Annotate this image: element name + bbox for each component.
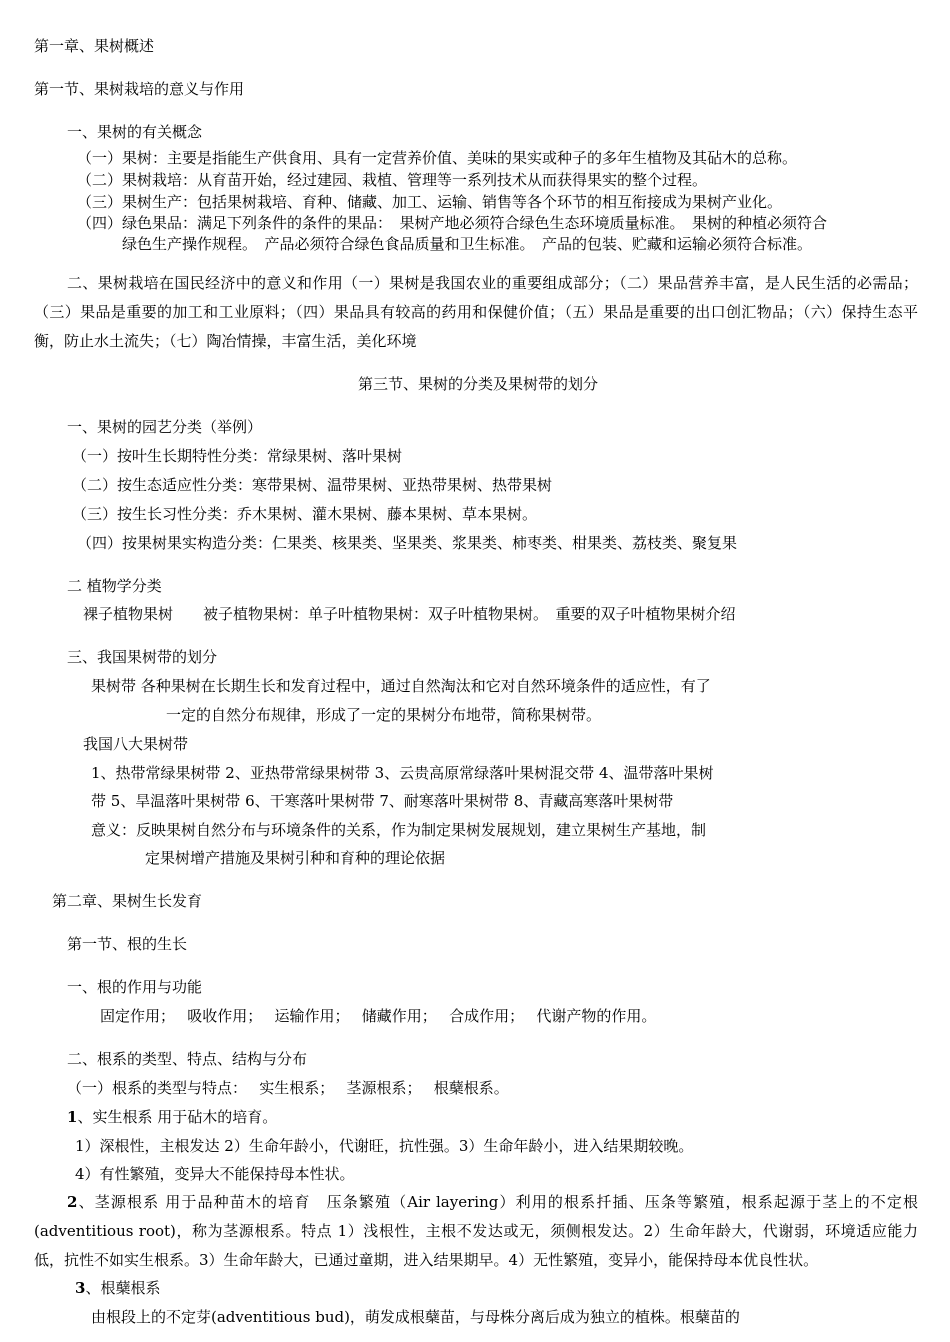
botanical-classes: 裸子植物果树 被子植物果树：单子叶植物果树：双子叶植物果树。 重要的双子叶植物果树介绍 xyxy=(83,605,736,623)
concept-green-fruit: （四）绿色果品：满足下列条件的条件的果品： 果树产地必须符合绿色生态环境质量标准。 果树的种植必须符合 xyxy=(77,214,828,232)
sucker-root-number: 3 xyxy=(75,1279,86,1297)
section-root-growth-title: 第一节、根的生长 xyxy=(67,935,188,953)
concept-fruit-cultivation: （二）果树栽培：从育苗开始，经过建园、栽植、管理等一系列技术从而获得果实的整个过程。 xyxy=(77,171,708,189)
concept-fruit-tree: （一）果树：主要是指能生产供食用、具有一定营养价值、美味的果实或种子的多年生植物及其砧木的总称。 xyxy=(77,149,798,167)
section-3-title: 第三节、果树的分类及果树带的划分 xyxy=(358,375,599,393)
zone-significance: 意义：反映果树自然分布与环境条件的关系，作为制定果树发展规划，建立果树生产基地，制 xyxy=(91,821,707,839)
class-by-ecology: （二）按生态适应性分类：寒带果树、温带果树、亚热带果树、热带果树 xyxy=(72,476,553,494)
chapter-2-title: 第二章、果树生长发育 xyxy=(52,892,203,910)
class-by-leaf: （一）按叶生长期特性分类：常绿果树、落叶果树 xyxy=(72,447,403,465)
seedling-root-heading xyxy=(67,1107,277,1127)
heading-botanical-classification: 二 植物学分类 xyxy=(67,577,162,595)
heading-horticultural-classification: 一、果树的园艺分类（举例） xyxy=(67,418,263,436)
heading-root-functions: 一、根的作用与功能 xyxy=(67,978,203,996)
root-functions-list: 固定作用； 吸收作用； 运输作用； 储藏作用； 合成作用； 代谢产物的作用。 xyxy=(100,1007,657,1025)
eight-zones-list-cont: 带 5、旱温落叶果树带 6、干寒落叶果树带 7、耐寒落叶果树带 8、青藏高寒落叶果树带 xyxy=(91,792,674,810)
paragraph-significance: 二、果树栽培在国民经济中的意义和作用（一）果树是我国农业的重要组成部分；（二）果品营养丰富，是人民生活的必需品；（三）果品是重要的加工和工业原料；（四）果品具有较高的药用和保健价值；（五）果品是重要的出口创汇物品；（六）保持生态平衡，防止水土流失；（七）陶冶情操，丰富生活，美化环境 xyxy=(34,274,918,350)
seedling-root-features: 1）深根性，主根发达 2）生命年龄小，代谢旺，抗性强。3）生命年龄小，进入结果期较晚。 xyxy=(75,1137,694,1155)
seedling-root-text: 、实生根系 用于砧木的培育。 xyxy=(77,1108,278,1126)
heading-root-types: 二、根系的类型、特点、结构与分布 xyxy=(67,1050,308,1068)
sucker-root-text: 、根蘖根系 xyxy=(85,1279,161,1297)
eight-zones-list: 1、热带常绿果树带 2、亚热带常绿果树带 3、云贵高原常绿落叶果树混交带 4、温带落叶果树 xyxy=(91,764,714,782)
class-by-fruit-structure: （四）按果树果实构造分类：仁果类、核果类、坚果类、浆果类、柿枣类、柑果类、荔枝类、聚复果 xyxy=(77,534,738,552)
paragraph-stem-root xyxy=(34,1188,918,1275)
sucker-root-description: 由根段上的不定芽(adventitious bud)，萌发成根蘖苗，与母株分离后成为独立的植株。根蘖苗的 xyxy=(91,1308,740,1326)
stem-root-text: 、茎源根系 用于品种苗木的培育 压条繁殖（Air layering）利用的根系扦插、压条等繁殖，根系起源于茎上的不定根(adventitious root)，称为茎源根系。特点 1）浅根性，主根不发达或无，须侧根发达。2）生命年龄大，代谢弱，环境适应能力低，抗性不如实生根系。3）生命年龄大，已通过童期，进入结果期早。4）无性繁殖，变异小，能保持母本优良性状。 xyxy=(34,1193,918,1269)
section-1-title: 第一节、果树栽培的意义与作用 xyxy=(34,80,245,98)
seedling-root-number: 1 xyxy=(67,1108,78,1126)
fruit-zone-definition: 果树带 各种果树在长期生长和发育过程中，通过自然淘汰和它对自然环境条件的适应性，有了 xyxy=(91,677,711,695)
eight-zones-heading: 我国八大果树带 xyxy=(83,735,189,753)
class-by-growth-habit: （三）按生长习性分类：乔木果树、灌木果树、藤本果树、草本果树。 xyxy=(72,505,538,523)
concept-fruit-production: （三）果树生产：包括果树栽培、育种、储藏、加工、运输、销售等各个环节的相互衔接成为果树产业化。 xyxy=(77,193,783,211)
sucker-root-heading xyxy=(75,1278,160,1298)
zone-significance-cont: 定果树增产措施及果树引种和育种的理论依据 xyxy=(145,849,446,867)
seedling-root-features-cont: 4）有性繁殖，变异大不能保持母本性状。 xyxy=(75,1165,355,1183)
root-types-list: （一）根系的类型与特点： 实生根系； 茎源根系； 根蘖根系。 xyxy=(67,1079,509,1097)
heading-fruit-zones: 三、我国果树带的划分 xyxy=(67,648,218,666)
concept-green-fruit-cont: 绿色生产操作规程。 产品必须符合绿色食品质量和卫生标准。 产品的包装、贮藏和运输必须符合标准。 xyxy=(122,235,813,253)
stem-root-number: 2 xyxy=(67,1193,78,1211)
chapter-1-title: 第一章、果树概述 xyxy=(34,37,155,55)
heading-fruit-tree-concepts: 一、果树的有关概念 xyxy=(67,123,203,141)
fruit-zone-definition-cont: 一定的自然分布规律，形成了一定的果树分布地带，简称果树带。 xyxy=(166,706,602,724)
